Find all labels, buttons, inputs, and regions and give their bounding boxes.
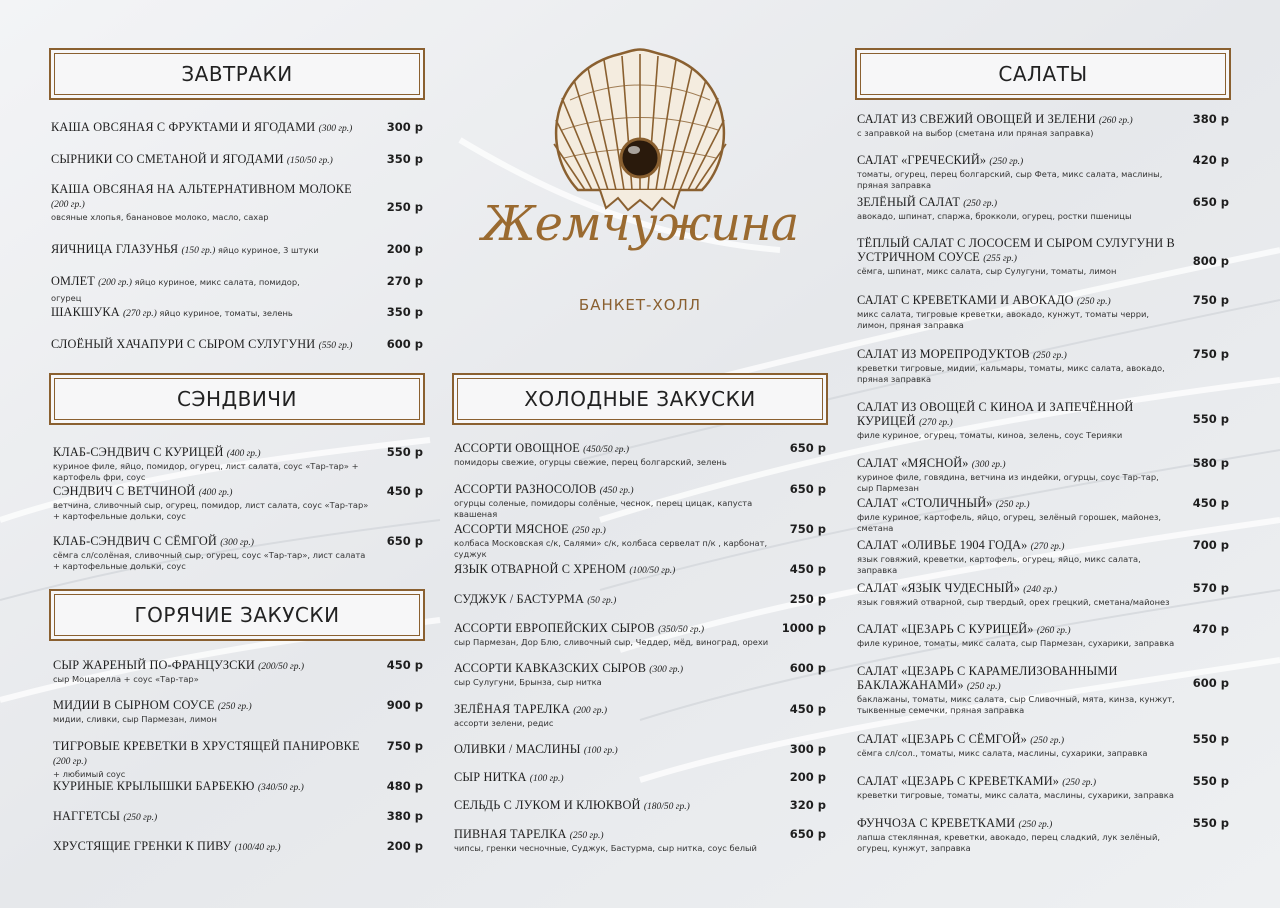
item-price: 600 р (789, 661, 826, 675)
item-name (454, 770, 826, 786)
item-price: 350 р (386, 152, 423, 166)
menu-item (53, 779, 423, 795)
item-title: САЛАТ ИЗ ОВОЩЕЙ С КИНОА И ЗАПЕЧЁННОЙ КУРИЦЕЙ (857, 400, 1134, 428)
item-title: АССОРТИ КАВКАЗСКИХ СЫРОВ (454, 661, 650, 675)
item-weight: (400 гр.) (226, 449, 261, 459)
item-description: чипсы, гренки чесночные, Суджук, Бастурма, сыр нитка, соус белый (454, 843, 757, 853)
menu-item (857, 496, 1229, 534)
item-name (857, 195, 1229, 211)
item-title: КЛАБ-СЭНДВИЧ С КУРИЦЕЙ (53, 445, 227, 459)
item-name (857, 400, 1229, 430)
menu-item (857, 816, 1229, 854)
item-title: КАША ОВСЯНАЯ С ФРУКТАМИ И ЯГОДАМИ (51, 120, 319, 134)
menu-item (454, 562, 826, 578)
menu-item (51, 305, 423, 321)
item-name (51, 337, 423, 353)
item-weight: (270 гр.) (1030, 542, 1065, 552)
section-title: САЛАТЫ (860, 53, 1226, 95)
item-weight: (250 гр.) (1030, 736, 1065, 746)
item-price: 420 р (1192, 153, 1229, 167)
menu-item (857, 581, 1229, 608)
item-price: 450 р (1192, 496, 1229, 510)
menu-item (857, 538, 1229, 576)
item-weight: (200 гр.) (573, 706, 608, 716)
item-weight: (150 гр.) (181, 246, 216, 256)
item-title: АССОРТИ ОВОЩНОЕ (454, 441, 584, 455)
item-description: с заправкой на выбор (сметана или пряная заправка) (857, 128, 1094, 138)
section-title: ЗАВТРАКИ (54, 53, 420, 95)
item-description: колбаса Московская с/к, Салями» с/к, колбаса сервелат п/к , карбонат, суджук (454, 538, 768, 559)
item-name (454, 742, 826, 758)
item-name (454, 592, 826, 608)
item-description: язык говяжий отварной, сыр твердый, орех грецкий, сметана/майонез (857, 597, 1170, 607)
item-price: 380 р (386, 809, 423, 823)
menu-item (857, 112, 1229, 139)
item-title: СЭНДВИЧ С ВЕТЧИНОЙ (53, 484, 199, 498)
item-price: 550 р (1192, 774, 1229, 788)
item-price: 750 р (386, 739, 423, 753)
item-title: ТЁПЛЫЙ САЛАТ С ЛОСОСЕМ И СЫРОМ СУЛУГУНИ В УСТРИЧНОМ СОУСЕ (857, 236, 1175, 264)
menu-item (53, 534, 423, 572)
item-weight: (200 гр.) (51, 200, 85, 210)
item-title: АССОРТИ МЯСНОЕ (454, 522, 572, 536)
menu-item (857, 664, 1229, 716)
item-weight: (300 гр.) (318, 124, 353, 134)
item-price: 750 р (1192, 293, 1229, 307)
menu-item (51, 182, 423, 223)
item-price: 900 р (386, 698, 423, 712)
item-description: мидии, сливки, сыр Пармезан, лимон (53, 714, 217, 724)
item-description: авокадо, шпинат, спаржа, брокколи, огурец, ростки пшеницы (857, 211, 1132, 221)
menu-item (857, 400, 1229, 441)
item-title: САЛАТ ИЗ МОРЕПРОДУКТОВ (857, 347, 1034, 361)
item-title: САЛАТ «ЦЕЗАРЬ С СЁМГОЙ» (857, 732, 1031, 746)
item-name (51, 182, 423, 212)
item-title: МИДИИ В СЫРНОМ СОУСЕ (53, 698, 218, 712)
item-weight: (100/40 гр.) (234, 843, 281, 853)
item-price: 750 р (789, 522, 826, 536)
item-description: ветчина, сливочный сыр, огурец, помидор, лист салата, соус «Тар-тар» + картофельные дольки, соус (53, 500, 369, 521)
item-description: + любимый соус (53, 769, 126, 779)
item-price: 550 р (1192, 732, 1229, 746)
item-weight: (180/50 гр.) (643, 802, 690, 812)
item-name (51, 152, 423, 168)
menu-item (857, 153, 1229, 191)
section-header (855, 48, 1231, 100)
item-description: филе куриное, картофель, яйцо, огурец, зелёный горошек, майонез, сметана (857, 512, 1162, 533)
item-description: сыр Пармезан, Дор Блю, сливочный сыр, Чеддер, мёд, виноград, орехи (454, 637, 769, 647)
menu-item (53, 658, 423, 685)
item-name (857, 774, 1229, 790)
item-weight: (550 гр.) (318, 341, 353, 351)
item-price: 700 р (1192, 538, 1229, 552)
item-title: ШАКШУКА (51, 305, 123, 319)
item-title: САЛАТ «СТОЛИЧНЫЙ» (857, 496, 996, 510)
menu-item (53, 839, 423, 855)
item-price: 580 р (1192, 456, 1229, 470)
item-name (454, 522, 826, 538)
item-name (857, 622, 1229, 638)
item-weight: (450/50 гр.) (583, 445, 630, 455)
item-name (51, 305, 423, 321)
menu-item (454, 441, 826, 468)
sandwiches-section (49, 373, 425, 425)
item-price: 450 р (789, 702, 826, 716)
item-weight: (250 гр.) (995, 500, 1030, 510)
item-weight: (300 гр.) (220, 538, 254, 548)
item-name (53, 484, 423, 500)
menu-item (857, 236, 1229, 277)
item-title: СЫР НИТКА (454, 770, 530, 784)
item-weight: (240 гр.) (1023, 585, 1058, 595)
item-weight: (250 гр.) (1062, 778, 1097, 788)
item-price: 470 р (1192, 622, 1229, 636)
item-name (454, 827, 826, 843)
item-price: 450 р (386, 658, 423, 672)
item-price: 450 р (386, 484, 423, 498)
item-name (857, 293, 1229, 309)
menu-item (857, 347, 1229, 385)
section-header (49, 48, 425, 100)
menu-item (857, 732, 1229, 759)
item-description: куриное филе, говядина, ветчина из индейки, огурцы, соус Тар-тар, сыр Пармезан (857, 472, 1159, 493)
item-price: 750 р (1192, 347, 1229, 361)
item-description: креветки тигровые, мидии, кальмары, томаты, микс салата, авокадо, пряная заправка (857, 363, 1165, 384)
item-description: помидоры свежие, огурцы свежие, перец болгарский, зелень (454, 457, 727, 467)
item-price: 550 р (1192, 412, 1229, 426)
item-weight: (300 гр.) (649, 665, 684, 675)
item-weight: (150/50 гр.) (286, 156, 333, 166)
item-name (51, 120, 423, 136)
item-name (857, 112, 1229, 128)
item-name (53, 779, 423, 795)
item-title: ХРУСТЯЩИЕ ГРЕНКИ К ПИВУ (53, 839, 235, 853)
item-weight: (200 гр.) (98, 278, 132, 288)
item-name (53, 534, 423, 550)
item-name (454, 661, 826, 677)
item-description: овсяные хлопья, банановое молоко, масло, сахар (51, 212, 269, 222)
item-price: 1000 р (781, 621, 826, 635)
item-weight: (250 гр.) (1076, 297, 1111, 307)
item-title: САЛАТ «ОЛИВЬЕ 1904 ГОДА» (857, 538, 1031, 552)
section-title: ГОРЯЧИЕ ЗАКУСКИ (54, 594, 420, 636)
item-description: яйцо куриное, томаты, зелень (156, 308, 293, 318)
item-price: 250 р (789, 592, 826, 606)
item-price: 600 р (1192, 676, 1229, 690)
item-price: 300 р (386, 120, 423, 134)
item-price: 380 р (1192, 112, 1229, 126)
item-name (454, 562, 826, 578)
item-price: 650 р (789, 827, 826, 841)
item-weight: (250 гр.) (569, 831, 604, 841)
item-description: сёмга сл/солёная, сливочный сыр, огурец, соус «Тар-тар», лист салата + картофельные дольки, соус (53, 550, 366, 571)
item-price: 570 р (1192, 581, 1229, 595)
item-name (53, 839, 423, 855)
item-description: сёмга, шпинат, микс салата, сыр Сулугуни, томаты, лимон (857, 266, 1117, 276)
item-weight: (250 гр.) (966, 682, 1001, 692)
item-title: ФУНЧОЗА С КРЕВЕТКАМИ (857, 816, 1019, 830)
item-name (53, 739, 423, 769)
item-weight: (100 гр.) (583, 746, 618, 756)
item-weight: (260 гр.) (1036, 626, 1071, 636)
menu-item (51, 152, 423, 168)
item-price: 270 р (386, 274, 423, 288)
item-title: САЛАТ С КРЕВЕТКАМИ И АВОКАДО (857, 293, 1077, 307)
item-title: ТИГРОВЫЕ КРЕВЕТКИ В ХРУСТЯЩЕЙ ПАНИРОВКЕ (53, 739, 360, 753)
item-description: филе куриное, томаты, микс салата, сыр Пармезан, сухарики, заправка (857, 638, 1175, 648)
item-name (53, 658, 423, 674)
menu-item (454, 522, 826, 560)
item-title: ЯИЧНИЦА ГЛАЗУНЬЯ (51, 242, 182, 256)
menu-item (51, 120, 423, 136)
item-price: 480 р (386, 779, 423, 793)
item-description: яйцо куриное, 3 штуки (215, 245, 319, 255)
item-name (857, 347, 1229, 363)
item-title: СУДЖУК / БАСТУРМА (454, 592, 588, 606)
menu-item (454, 770, 826, 786)
item-description: креветки тигровые, томаты, микс салата, маслины, сухарики, заправка (857, 790, 1174, 800)
menu-item (454, 798, 826, 814)
item-description: баклажаны, томаты, микс салата, сыр Сливочный, мята, кинза, кунжут, тыквенные семечки, пряная заправка (857, 694, 1175, 715)
item-description: филе куриное, огурец, томаты, киноа, зелень, соус Терияки (857, 430, 1123, 440)
item-weight: (450 гр.) (599, 486, 634, 496)
item-name (857, 456, 1229, 472)
item-title: ОЛИВКИ / МАСЛИНЫ (454, 742, 584, 756)
item-weight: (250 гр.) (217, 702, 252, 712)
item-name (454, 702, 826, 718)
item-description: куриное филе, яйцо, помидор, огурец, лист салата, соус «Тар-тар» + картофель фри, соус (53, 461, 359, 482)
item-name (857, 581, 1229, 597)
item-description: томаты, огурец, перец болгарский, сыр Фета, микс салата, маслины, пряная заправка (857, 169, 1163, 190)
menu-item (51, 242, 423, 258)
breakfast-section (49, 48, 425, 100)
menu-item (857, 774, 1229, 801)
item-name (51, 242, 423, 258)
item-description: ассорти зелени, редис (454, 718, 554, 728)
item-description: огурцы соленые, помидоры солёные, чеснок, перец цицак, капуста квашеная (454, 498, 753, 519)
item-weight: (250 гр.) (123, 813, 158, 823)
item-price: 200 р (789, 770, 826, 784)
item-name (857, 538, 1229, 554)
item-name (857, 732, 1229, 748)
section-header (452, 373, 828, 425)
item-price: 200 р (386, 242, 423, 256)
menu-item (454, 592, 826, 608)
item-title: КЛАБ-СЭНДВИЧ С СЁМГОЙ (53, 534, 221, 548)
item-price: 250 р (386, 200, 423, 214)
section-title: СЭНДВИЧИ (54, 378, 420, 420)
item-name (857, 496, 1229, 512)
section-header (49, 589, 425, 641)
item-name (51, 274, 423, 304)
item-weight: (270 гр.) (122, 309, 157, 319)
brand-subtitle: БАНКЕТ-ХОЛЛ (578, 296, 702, 314)
cold-section (452, 373, 828, 425)
menu-item (51, 337, 423, 353)
item-name (454, 798, 826, 814)
item-title: ЯЗЫК ОТВАРНОЙ С ХРЕНОМ (454, 562, 630, 576)
menu-item (53, 484, 423, 522)
item-title: САЛАТ ИЗ СВЕЖИЙ ОВОЩЕЙ И ЗЕЛЕНИ (857, 112, 1099, 126)
item-title: СЫР ЖАРЕНЫЙ ПО-ФРАНЦУЗСКИ (53, 658, 259, 672)
item-title: СЫРНИКИ СО СМЕТАНОЙ И ЯГОДАМИ (51, 152, 287, 166)
item-title: КАША ОВСЯНАЯ НА АЛЬТЕРНАТИВНОМ МОЛОКЕ (51, 182, 352, 196)
item-title: ЗЕЛЁНЫЙ САЛАТ (857, 195, 964, 209)
item-weight: (255 гр.) (983, 254, 1017, 264)
item-name (454, 621, 826, 637)
item-description: сёмга сл/сол., томаты, микс салата, маслины, сухарики, заправка (857, 748, 1148, 758)
item-weight: (50 гр.) (587, 596, 617, 606)
menu-item (53, 809, 423, 825)
menu-item (53, 739, 423, 780)
menu-item (454, 827, 826, 854)
item-title: САЛАТ «ЦЕЗАРЬ С КУРИЦЕЙ» (857, 622, 1037, 636)
item-name (857, 816, 1229, 832)
item-weight: (100/50 гр.) (629, 566, 676, 576)
item-price: 200 р (386, 839, 423, 853)
item-title: АССОРТИ РАЗНОСОЛОВ (454, 482, 600, 496)
item-title: ПИВНАЯ ТАРЕЛКА (454, 827, 570, 841)
item-description: яйцо куриное, микс салата, помидор, огурец (51, 277, 300, 303)
item-weight: (250 гр.) (989, 157, 1024, 167)
item-price: 600 р (386, 337, 423, 351)
menu-item (53, 445, 423, 483)
item-price: 650 р (386, 534, 423, 548)
item-title: САЛАТ «ЯЗЫК ЧУДЕСНЫЙ» (857, 581, 1024, 595)
item-price: 300 р (789, 742, 826, 756)
item-description: сыр Сулугуни, Брынза, сыр нитка (454, 677, 602, 687)
item-title: САЛАТ «ЦЕЗАРЬ С КАРАМЕЛИЗОВАННЫМИ БАКЛАЖАНАМИ» (857, 664, 1118, 692)
item-weight: (270 гр.) (918, 418, 953, 428)
item-price: 650 р (789, 441, 826, 455)
item-title: НАГГЕТСЫ (53, 809, 124, 823)
item-description: язык говяжий, креветки, картофель, огурец, яйцо, микс салата, заправка (857, 554, 1141, 575)
item-weight: (250 гр.) (963, 199, 998, 209)
item-name (857, 236, 1229, 266)
menu-item (857, 195, 1229, 222)
menu-item (454, 702, 826, 729)
item-name (857, 153, 1229, 169)
item-title: СЕЛЬДЬ С ЛУКОМ И КЛЮКВОЙ (454, 798, 644, 812)
brand-name: Жемчужина (481, 196, 799, 252)
menu-item (857, 622, 1229, 649)
item-weight: (200/50 гр.) (258, 662, 305, 672)
menu-item (454, 742, 826, 758)
item-title: САЛАТ «ГРЕЧЕСКИЙ» (857, 153, 990, 167)
section-title: ХОЛОДНЫЕ ЗАКУСКИ (457, 378, 823, 420)
item-weight: (100 гр.) (529, 774, 564, 784)
menu-item (454, 621, 826, 648)
item-weight: (260 гр.) (1098, 116, 1133, 126)
item-price: 450 р (789, 562, 826, 576)
salads-section (855, 48, 1231, 100)
item-description: лапша стеклянная, креветки, авокадо, перец сладкий, лук зелёный, огурец, кунжут, заправка (857, 832, 1160, 853)
item-name (53, 445, 423, 461)
menu-item (857, 293, 1229, 331)
menu-item (53, 698, 423, 725)
item-price: 650 р (1192, 195, 1229, 209)
item-title: ОМЛЕТ (51, 274, 99, 288)
hot-section (49, 589, 425, 641)
item-weight: (250 гр.) (1033, 351, 1067, 361)
section-header (49, 373, 425, 425)
item-price: 320 р (789, 798, 826, 812)
item-weight: (400 гр.) (198, 488, 233, 498)
menu-item (51, 274, 423, 304)
item-price: 550 р (1192, 816, 1229, 830)
item-title: СЛОЁНЫЙ ХАЧАПУРИ С СЫРОМ СУЛУГУНИ (51, 337, 319, 351)
item-name (53, 809, 423, 825)
shell-logo-icon (470, 40, 810, 330)
item-title: КУРИНЫЕ КРЫЛЫШКИ БАРБЕКЮ (53, 779, 258, 793)
item-weight: (350/50 гр.) (658, 625, 705, 635)
item-name (53, 698, 423, 714)
item-weight: (340/50 гр.) (257, 783, 304, 793)
item-name (454, 441, 826, 457)
item-weight: (250 гр.) (1018, 820, 1053, 830)
item-name (454, 482, 826, 498)
item-title: САЛАТ «ЦЕЗАРЬ С КРЕВЕТКАМИ» (857, 774, 1063, 788)
item-description: микс салата, тигровые креветки, авокадо, кунжут, томаты черри, лимон, пряная заправка (857, 309, 1149, 330)
menu-item (454, 482, 826, 520)
item-weight: (300 гр.) (971, 460, 1006, 470)
menu-item (454, 661, 826, 688)
item-name (857, 664, 1229, 694)
item-title: АССОРТИ ЕВРОПЕЙСКИХ СЫРОВ (454, 621, 659, 635)
item-weight: (250 гр.) (571, 526, 606, 536)
menu-item (857, 456, 1229, 494)
item-price: 350 р (386, 305, 423, 319)
item-title: САЛАТ «МЯСНОЙ» (857, 456, 972, 470)
item-description: сыр Моцарелла + соус «Тар-тар» (53, 674, 199, 684)
item-price: 550 р (386, 445, 423, 459)
item-price: 650 р (789, 482, 826, 496)
item-price: 800 р (1192, 254, 1229, 268)
item-weight: (200 гр.) (53, 757, 87, 767)
item-title: ЗЕЛЁНАЯ ТАРЕЛКА (454, 702, 574, 716)
